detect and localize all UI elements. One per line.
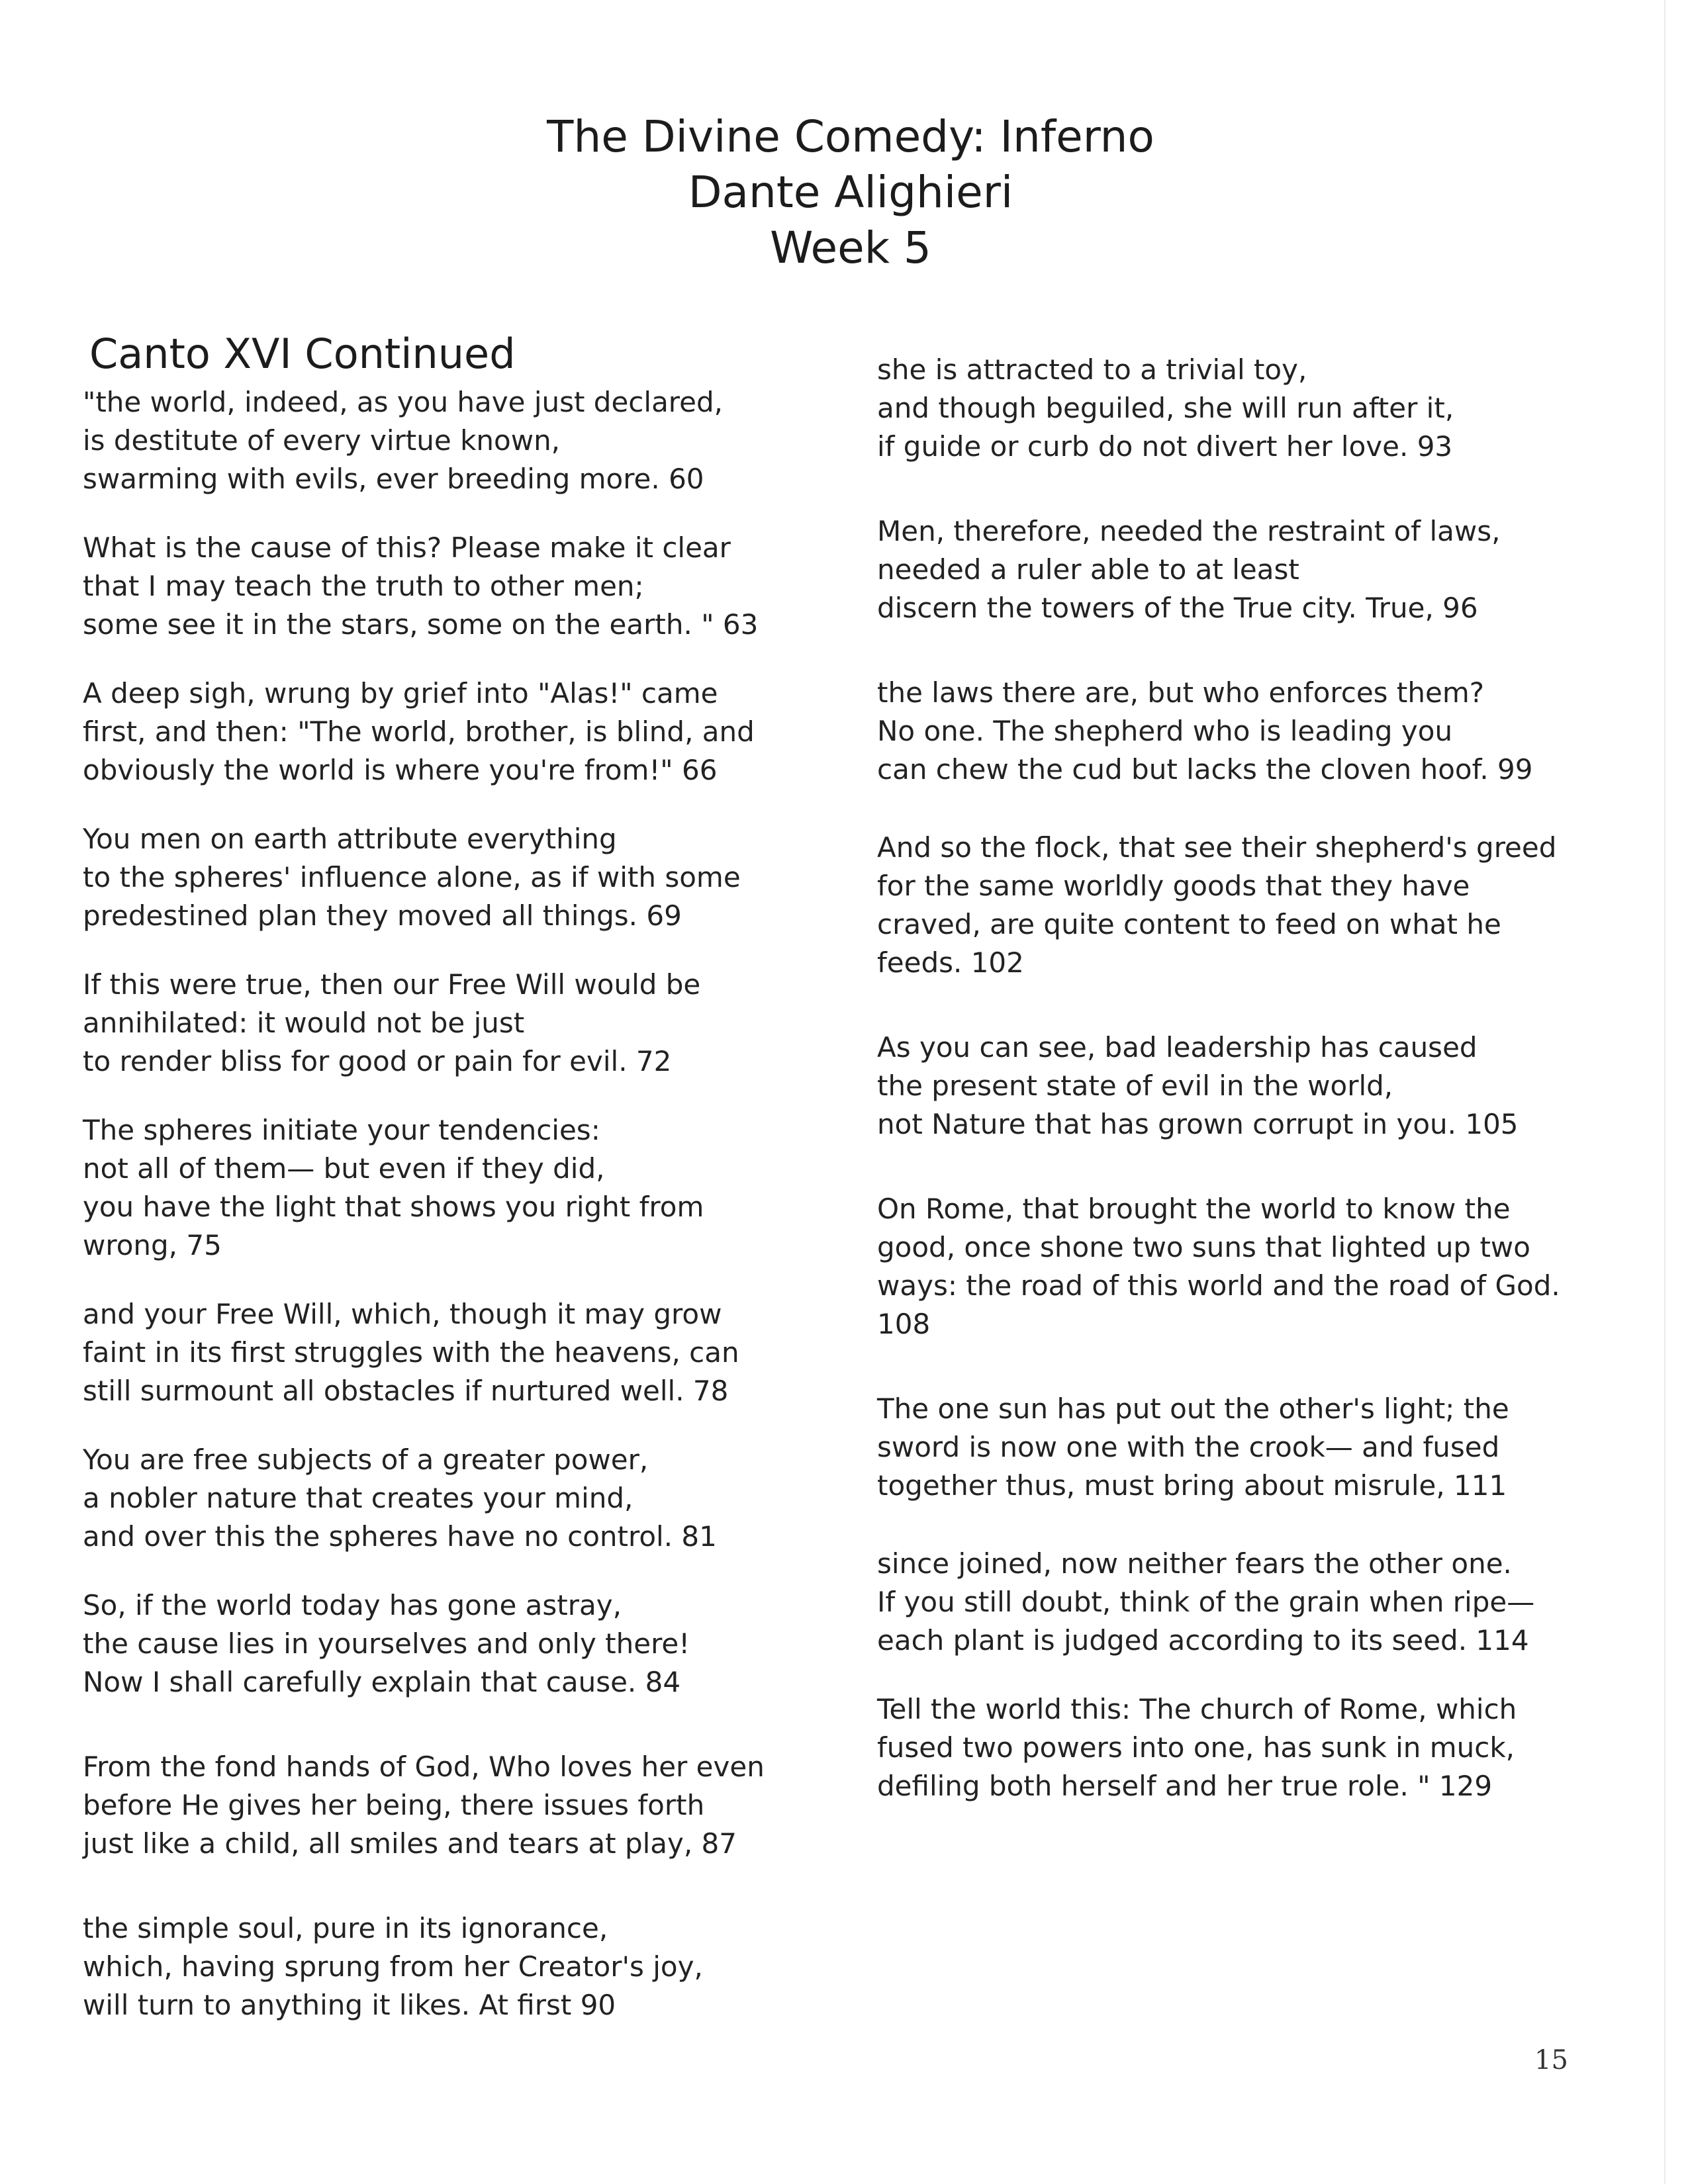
verse-line: Tell the world this: The church of Rome, which: [877, 1693, 1517, 1725]
page-number: 15: [1534, 2045, 1568, 2075]
verse-line: is destitute of every virtue known,: [83, 424, 561, 457]
stanza: [83, 1909, 831, 2025]
verse-line: From the fond hands of God, Who loves her even: [83, 1751, 765, 1783]
verse-line: not Nature that has grown corrupt in you. 105: [877, 1108, 1519, 1140]
verse-line: fused two powers into one, has sunk in muck,: [877, 1731, 1515, 1764]
verse-line: So, if the world today has gone astray,: [83, 1589, 622, 1621]
verse-line: On Rome, that brought the world to know the: [877, 1193, 1511, 1225]
verse-line: first, and then: "The world, brother, is blind, and: [83, 715, 755, 748]
verse-line: for the same worldly goods that they have: [877, 870, 1470, 902]
right-column: [877, 351, 1625, 1836]
verse-line: 108: [877, 1308, 931, 1340]
verse-line: and your Free Will, which, though it may grow: [83, 1298, 722, 1330]
left-column: [83, 328, 831, 2055]
verse-line: predestined plan they moved all things. 69: [83, 899, 682, 932]
verse-line: Men, therefore, needed the restraint of laws,: [877, 515, 1501, 547]
stanza: [83, 1111, 831, 1265]
canto-heading: Canto XVI Continued: [89, 330, 516, 378]
stanza: [877, 1690, 1625, 1805]
verse-line: the cause lies in yourselves and only there!: [83, 1627, 690, 1660]
verse-line: If you still doubt, think of the grain when ripe—: [877, 1586, 1535, 1618]
verse-line: can chew the cud but lacks the cloven hoof. 99: [877, 753, 1533, 786]
verse-line: if guide or curb do not divert her love. 93: [877, 430, 1453, 463]
verse-line: If this were true, then our Free Will would be: [83, 968, 701, 1001]
document-week: Week 5: [770, 222, 931, 273]
verse-line: As you can see, bad leadership has caused: [877, 1031, 1477, 1064]
document-author: Dante Alighieri: [688, 167, 1013, 218]
left-stanzas: [83, 383, 831, 2025]
verse-line: sword is now one with the crook— and fused: [877, 1431, 1500, 1463]
verse-line: wrong, 75: [83, 1229, 222, 1261]
verse-line: to render bliss for good or pain for evil. 72: [83, 1045, 672, 1077]
verse-line: a nobler nature that creates your mind,: [83, 1482, 633, 1514]
verse-line: will turn to anything it likes. At first 90: [83, 1989, 616, 2021]
verse-line: What is the cause of this? Please make it clear: [83, 531, 731, 564]
stanza: [877, 1190, 1625, 1343]
verse-line: some see it in the stars, some on the earth. " 63: [83, 608, 759, 641]
stanza: [877, 829, 1625, 982]
verse-line: and over this the spheres have no control. 81: [83, 1520, 717, 1553]
verse-line: the present state of evil in the world,: [877, 1069, 1393, 1102]
verse-line: swarming with evils, ever breeding more. 60: [83, 463, 704, 495]
verse-line: just like a child, all smiles and tears at play, 87: [83, 1827, 737, 1860]
verse-line: The spheres initiate your tendencies:: [83, 1114, 600, 1146]
stanza: [83, 1441, 831, 1556]
stanza: [83, 966, 831, 1081]
verse-line: to the spheres' influence alone, as if with some: [83, 861, 741, 893]
verse-line: together thus, must bring about misrule, 111: [877, 1469, 1507, 1502]
verse-line: craved, are quite content to feed on what he: [877, 908, 1501, 940]
verse-line: defiling both herself and her true role. " 129: [877, 1770, 1493, 1802]
verse-line: not all of them— but even if they did,: [83, 1152, 605, 1185]
verse-line: Now I shall carefully explain that cause. 84: [83, 1666, 681, 1698]
verse-line: she is attracted to a trivial toy,: [877, 353, 1307, 386]
verse-line: and though beguiled, she will run after it,: [877, 392, 1454, 424]
verse-line: that I may teach the truth to other men;: [83, 570, 644, 602]
verse-line: you have the light that shows you right from: [83, 1191, 704, 1223]
stanza: [877, 512, 1625, 627]
verse-line: since joined, now neither fears the other one.: [877, 1547, 1512, 1580]
verse-line: good, once shone two suns that lighted up two: [877, 1231, 1530, 1263]
verse-line: the simple soul, pure in its ignorance,: [83, 1912, 608, 1944]
stanza: [83, 674, 831, 790]
stanza: [83, 529, 831, 644]
verse-line: "the world, indeed, as you have just declared,: [83, 386, 724, 418]
document-header: [0, 109, 1688, 276]
verse-line: The one sun has put out the other's light; the: [877, 1392, 1509, 1425]
stanza: [83, 383, 831, 498]
stanza: [877, 1545, 1625, 1660]
verse-line: obviously the world is where you're from!" 66: [83, 754, 718, 786]
document-title: The Divine Comedy: Inferno: [547, 111, 1154, 162]
verse-line: No one. The shepherd who is leading you: [877, 715, 1453, 747]
verse-line: each plant is judged according to its seed. 114: [877, 1624, 1529, 1657]
verse-line: still surmount all obstacles if nurtured well. 78: [83, 1375, 729, 1407]
stanza: [83, 1586, 831, 1702]
stanza: [877, 1028, 1625, 1144]
stanza: [83, 1295, 831, 1410]
verse-line: A deep sigh, wrung by grief into "Alas!" came: [83, 677, 718, 709]
stanza: [877, 1390, 1625, 1505]
verse-line: faint in its first struggles with the heavens, can: [83, 1336, 739, 1369]
stanza: [877, 674, 1625, 789]
verse-line: needed a ruler able to at least: [877, 553, 1299, 586]
page-edge: [1664, 0, 1665, 2184]
verse-line: before He gives her being, there issues forth: [83, 1789, 705, 1821]
verse-line: You men on earth attribute everything: [83, 823, 617, 855]
verse-line: feeds. 102: [877, 946, 1024, 979]
verse-line: the laws there are, but who enforces them?: [877, 676, 1485, 709]
verse-line: ways: the road of this world and the road of God.: [877, 1269, 1560, 1302]
verse-line: You are free subjects of a greater power,: [83, 1443, 649, 1476]
stanza: [83, 1748, 831, 1863]
verse-line: which, having sprung from her Creator's joy,: [83, 1950, 703, 1983]
verse-line: And so the flock, that see their shepherd's greed: [877, 831, 1557, 864]
verse-line: discern the towers of the True city. True, 96: [877, 592, 1478, 624]
verse-line: annihilated: it would not be just: [83, 1007, 525, 1039]
stanza: [83, 820, 831, 935]
stanza: [877, 351, 1625, 466]
right-stanzas: [877, 351, 1625, 1805]
